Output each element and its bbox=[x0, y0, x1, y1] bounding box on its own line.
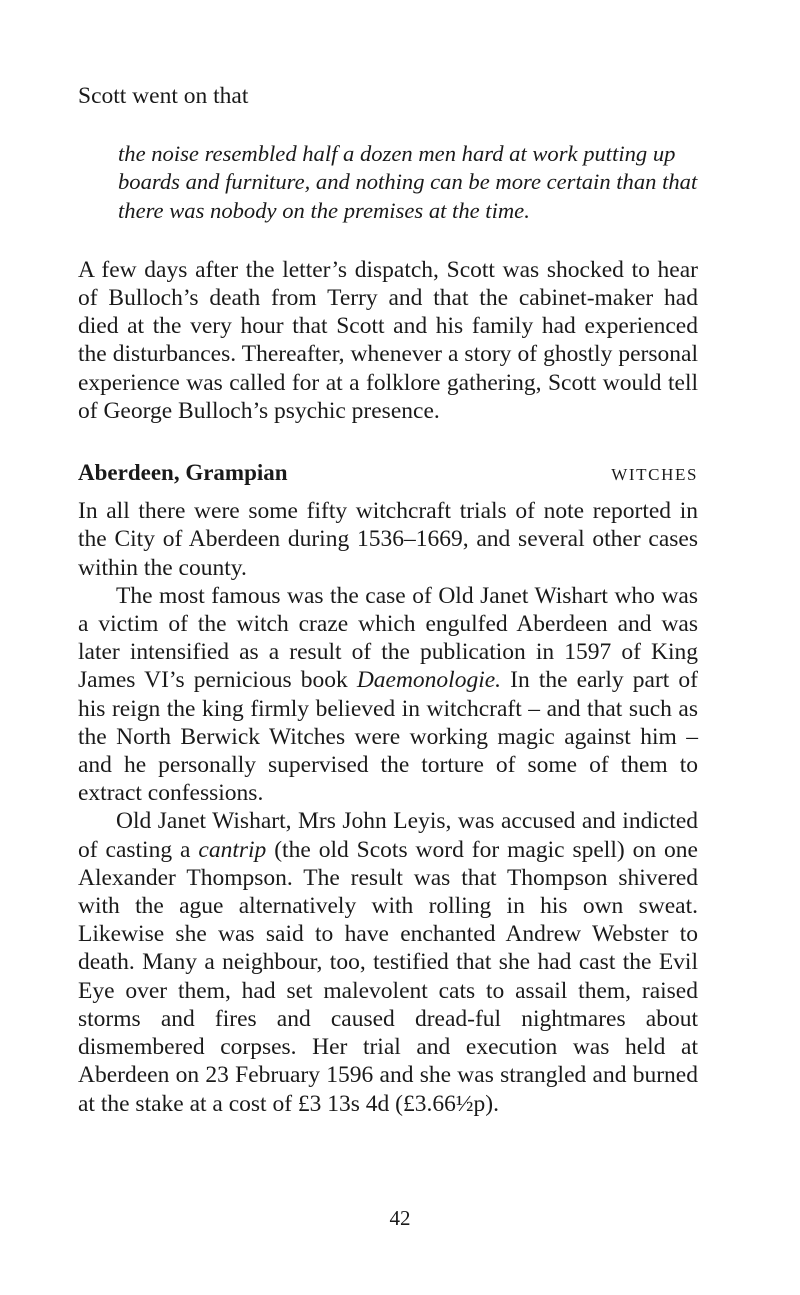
section-title: Aberdeen, Grampian bbox=[78, 460, 288, 486]
p3-text-after: (the old Scots word for magic spell) on one Alexander Thompson. The result was that Thompson shivered with the ague alternatively with rolling in his own sweat. Likewise she was said to have enchanted Andrew Webster to death. Many a neighbour, too, testified that she had cast the Evil Eye over them, had set malevolent cats to assail them, raised storms and fires and caused dread-ful nightmares about dismembered corpses. Her trial and execution was held at Aberdeen on 23 February 1596 and she was strangled and burned at the stake at a cost of £3 13s 4d (£3.66½p). bbox=[78, 836, 698, 1117]
page-body bbox=[78, 82, 698, 1118]
p2-text-before: The most famous was the case of Old Janet Wishart who was a victim of the witch craze which engulfed Aberdeen and was later intensified as a result of the publication in 1597 of King James VI’s pernicious book bbox=[78, 582, 698, 694]
book-title: Daemonologie. bbox=[356, 667, 502, 694]
section-paragraph-3 bbox=[78, 807, 698, 1117]
p2-text-after: In the early part of his reign the king firmly believed in witchcraft – and that such as the North Berwick Witches were working magic against him – and he personally supervised the torture of some of them to extract confessions. bbox=[78, 667, 698, 807]
p3-text-before: Old Janet Wishart, Mrs John Leyis, was accused and indicted of casting a bbox=[78, 808, 698, 863]
cantrip-term: cantrip bbox=[198, 836, 267, 863]
section-paragraph-1: In all there were some fifty witchcraft trials of note reported in the City of Aberdeen during 1536–1669, and several other cases within the county. bbox=[78, 498, 698, 581]
paragraph-after-quote: A few days after the letter’s dispatch, Scott was shocked to hear of Bulloch’s death from Terry and that the cabinet-maker had died at the very hour that Scott and his family had experienced the disturbances. Thereafter, whenever a story of ghostly personal experience was called for at a folklore gathering, Scott would tell of George Bulloch’s psychic presence. bbox=[78, 256, 698, 424]
page-number: 42 bbox=[389, 1206, 411, 1230]
block-quote: the noise resembled half a dozen men hard at work putting up boards and furniture, and nothing can be more certain than that there was nobody on the premises at the time. bbox=[118, 141, 698, 223]
section-paragraph-2 bbox=[78, 582, 698, 808]
section-tag: WITCHES bbox=[611, 465, 698, 485]
section-heading bbox=[78, 459, 698, 489]
intro-line: Scott went on that bbox=[78, 83, 249, 109]
